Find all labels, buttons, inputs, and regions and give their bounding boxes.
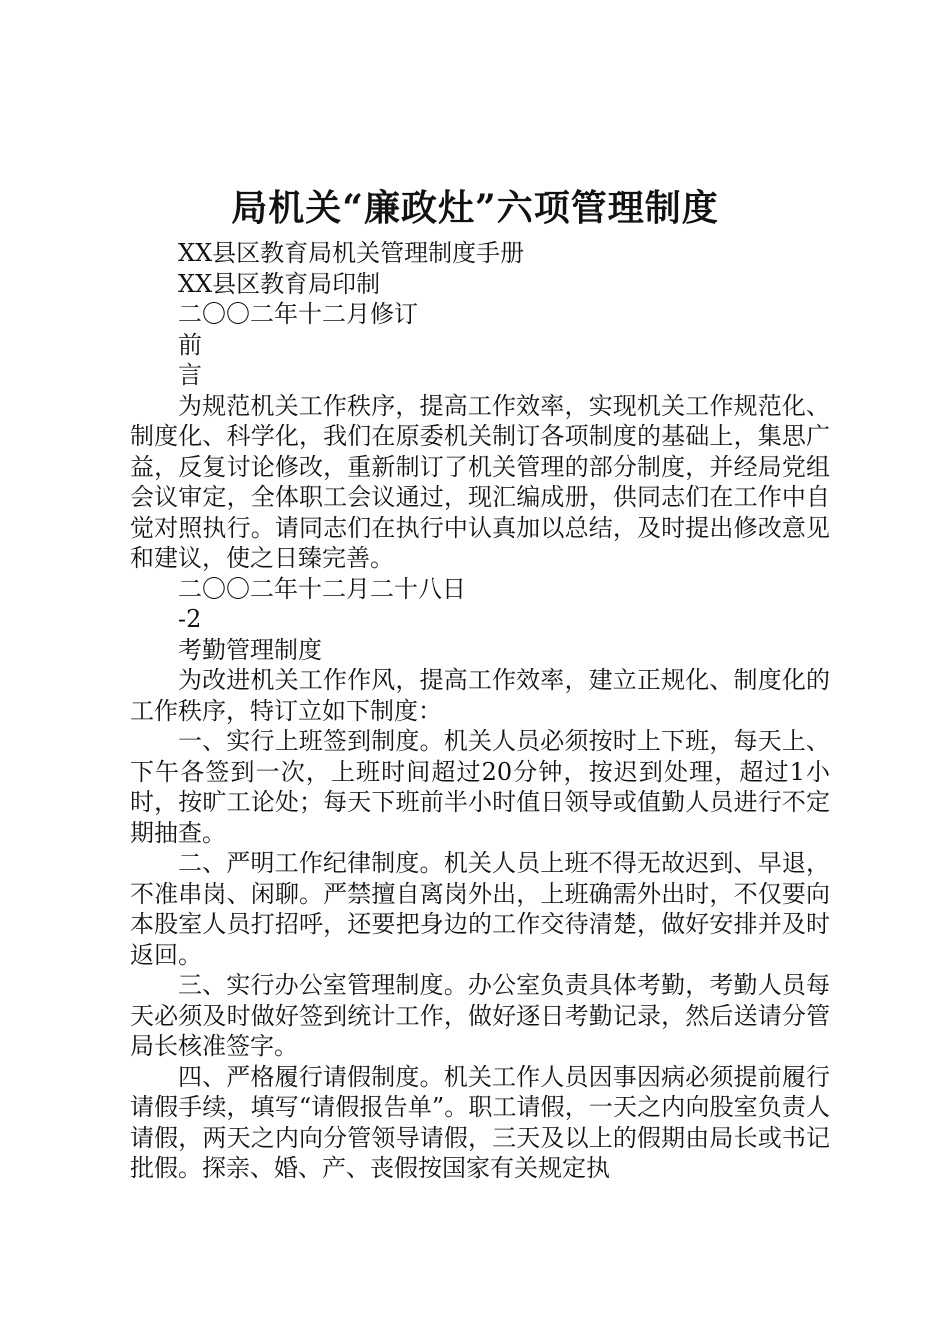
- document-title: 局机关“廉政灶”六项管理制度: [231, 187, 719, 229]
- preface-heading-part-1: 前: [178, 330, 202, 359]
- rule-item: 三、实行办公室管理制度。办公室负责具体考勤，考勤人员每天必须及时做好签到统计工作，做好逐日考勤记录，然后送请分管局长核准签字。: [130, 971, 830, 1060]
- section-title: 考勤管理制度: [178, 635, 322, 664]
- handbook-title-line: XX县区教育局机关管理制度手册: [178, 239, 525, 267]
- revision-date-line: 二〇〇二年十二月修订: [178, 300, 418, 328]
- preface-paragraph: 为规范机关工作秩序，提高工作效率，实现机关工作规范化、制度化、科学化，我们在原委机关制订各项制度的基础上，集思广益，反复讨论修改，重新制订了机关管理的部分制度，并经局党组会议审定，全体职工会议通过，现汇编成册，供同志们在工作中自觉对照执行。请同志们在执行中认真加以总结，及时提出修改意见和建议，使之日臻完善。: [130, 391, 830, 572]
- document-body: [130, 238, 830, 1184]
- section-intro: 为改进机关工作作风，提高工作效率，建立正规化、制度化的工作秩序，特订立如下制度：: [130, 666, 830, 725]
- rule-item: 一、实行上班签到制度。机关人员必须按时上下班，每天上、下午各签到一次，上班时间超过20分钟，按迟到处理，超过1小时，按旷工论处；每天下班前半小时值日领导或值勤人员进行不定期抽查。: [130, 727, 830, 847]
- preface-heading-part-2: 言: [178, 361, 202, 389]
- page-marker: -2: [178, 605, 202, 633]
- printer-line: XX县区教育局印制: [178, 269, 381, 298]
- rule-item: 四、严格履行请假制度。机关工作人员因事因病必须提前履行请假手续，填写“请假报告单”。职工请假，一天之内向股室负责人请假，两天之内向分管领导请假，三天及以上的假期由局长或书记批假。探亲、婚、产、丧假按国家有关规定执: [130, 1062, 830, 1182]
- rule-item: 二、严明工作纪律制度。机关人员上班不得无故迟到、早退，不准串岗、闲聊。严禁擅自离岗外出，上班确需外出时，不仅要向本股室人员打招呼，还要把身边的工作交待清楚，做好安排并及时返回。: [130, 849, 830, 969]
- preface-date: 二〇〇二年十二月二十八日: [178, 574, 466, 603]
